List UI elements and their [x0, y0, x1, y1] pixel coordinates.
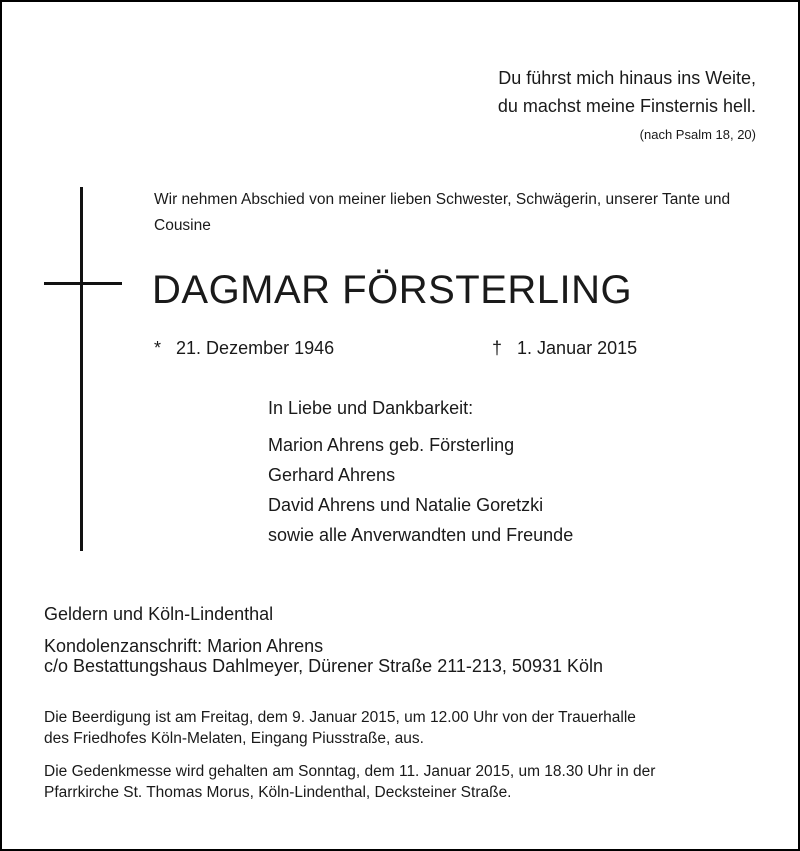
mourner-name: Gerhard Ahrens — [268, 465, 396, 485]
condolence-line-2: c/o Bestattungshaus Dahlmeyer, Dürener Straße 211-213, 50931 Köln — [44, 656, 604, 676]
mass-line-2: Pfarrkirche St. Thomas Morus, Köln-Lindenthal, Decksteiner Straße. — [44, 784, 512, 801]
deceased-name: DAGMAR FÖRSTERLING — [152, 268, 633, 312]
death-symbol: † — [492, 338, 503, 358]
mass-line-1: Die Gedenkmesse wird gehalten am Sonntag, dem 11. Januar 2015, um 18.30 Uhr in der — [44, 763, 656, 780]
epigraph-line-2: du machst meine Finsternis hell. — [497, 96, 756, 116]
epigraph-source: (nach Psalm 18, 20) — [639, 127, 756, 142]
funeral-line-1: Die Beerdigung ist am Freitag, dem 9. Januar 2015, um 12.00 Uhr von der Trauerhalle — [44, 709, 636, 726]
place-line: Geldern und Köln-Lindenthal — [44, 604, 274, 624]
funeral-line-2: des Friedhofes Köln-Melaten, Eingang Piusstraße, aus. — [44, 730, 424, 747]
mourner-name: Marion Ahrens geb. Försterling — [268, 435, 515, 455]
cross-icon — [80, 187, 83, 551]
mourner-name: David Ahrens und Natalie Goretzki — [268, 495, 544, 515]
intro-text: Wir nehmen Abschied von meiner lieben Schwester, Schwägerin, unserer Tante und Cousine — [154, 191, 731, 234]
mourner-name: sowie alle Anverwandten und Freunde — [268, 525, 574, 545]
mourners-heading: In Liebe und Dankbarkeit: — [268, 398, 474, 418]
condolence-line-1: Kondolenzanschrift: Marion Ahrens — [44, 636, 324, 656]
epigraph-line-1: Du führst mich hinaus ins Weite, — [498, 68, 756, 88]
death-date — [492, 338, 637, 359]
birth-symbol: * — [154, 338, 162, 358]
death-date-text: 1. Januar 2015 — [517, 338, 638, 358]
cross-icon-bar — [44, 282, 122, 285]
birth-date-text: 21. Dezember 1946 — [176, 338, 335, 358]
birth-date — [154, 338, 334, 359]
